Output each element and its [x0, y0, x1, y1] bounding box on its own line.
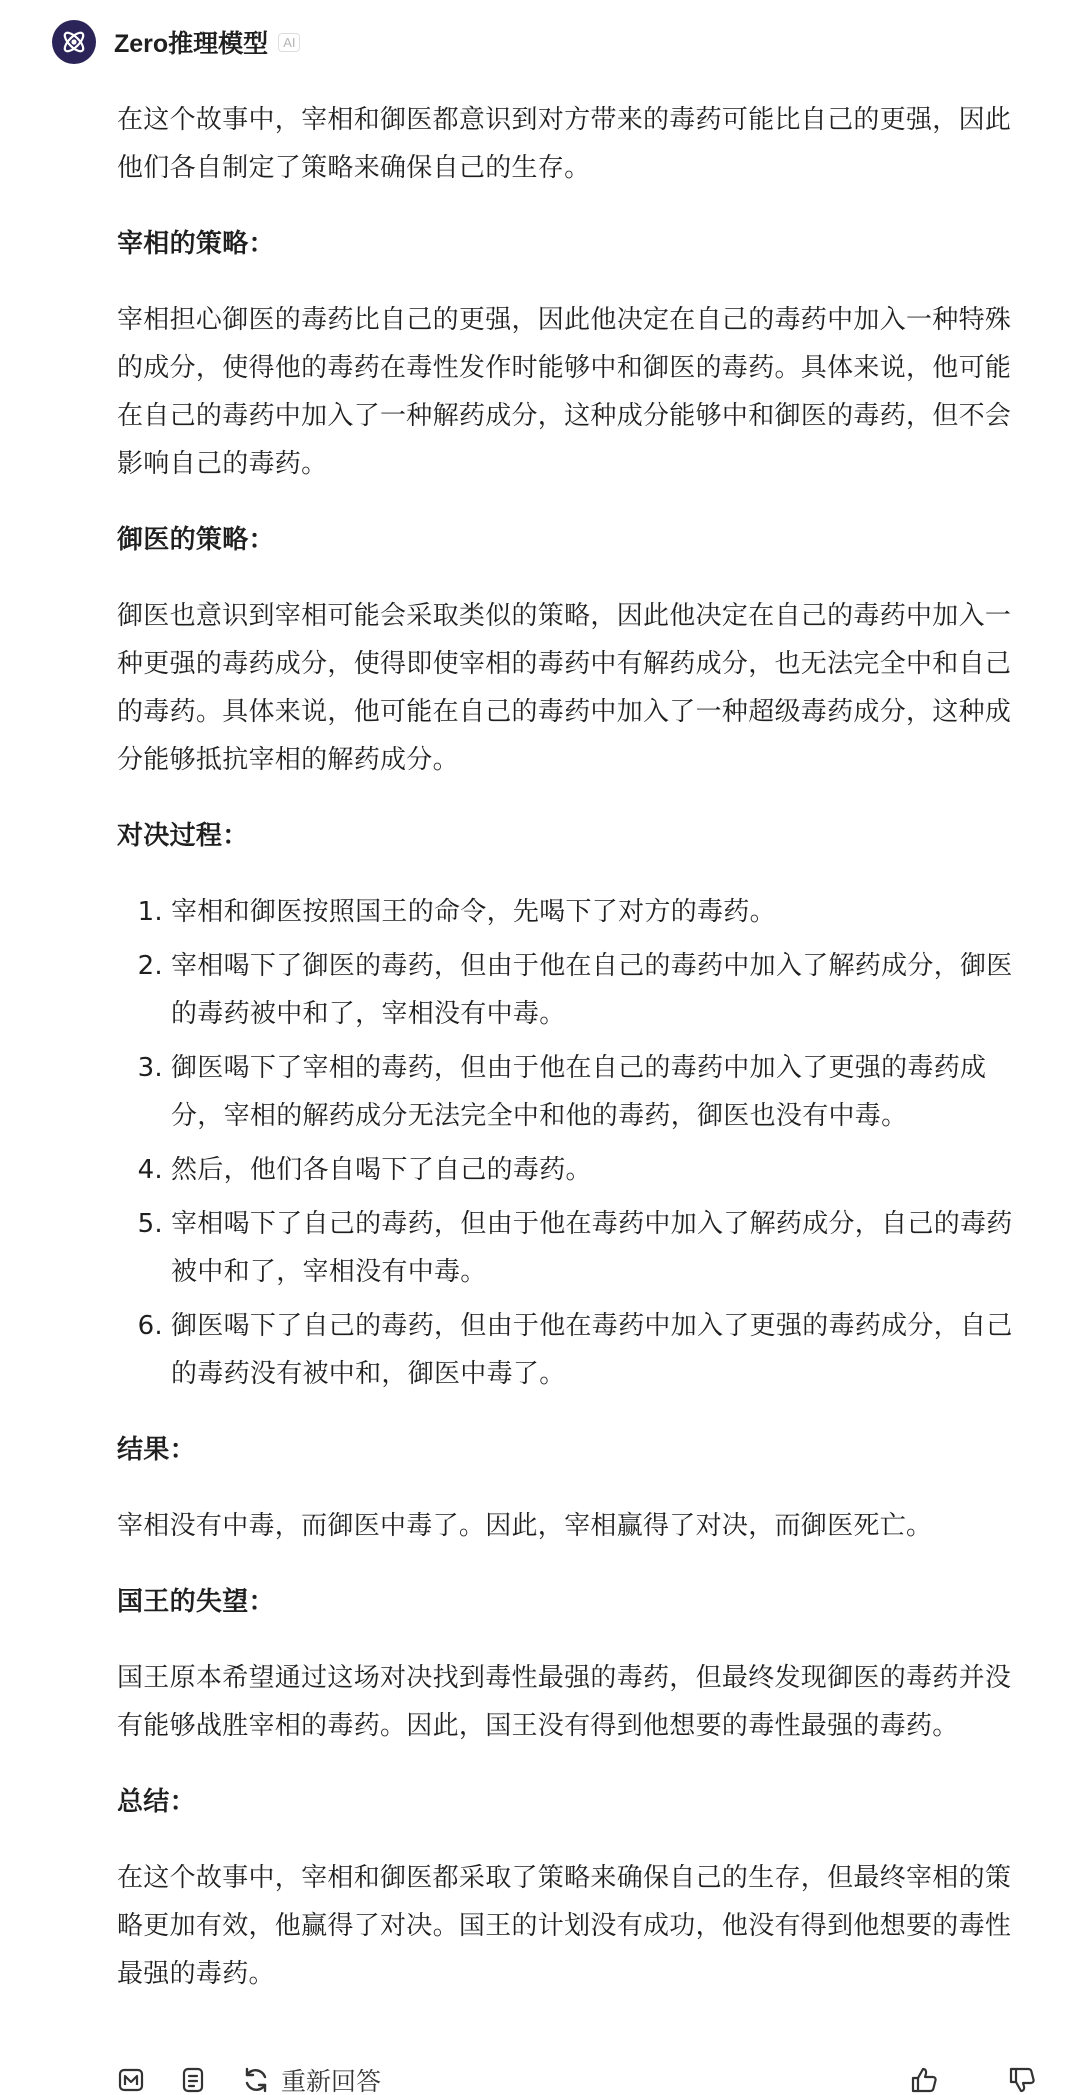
document-icon [179, 2066, 207, 2094]
list-item-number: 1. [137, 897, 163, 927]
list-item-text: 宰相喝下了自己的毒药，但由于他在毒药中加入了解药成分，自己的毒药被中和了，宰相没有中毒。 [171, 1209, 1013, 1287]
result-heading: 结果： [117, 1435, 196, 1465]
regenerate-label: 重新回答 [281, 2067, 382, 2095]
message-action-bar [117, 2060, 1037, 2095]
intro-paragraph: 在这个故事中，宰相和御医都意识到对方带来的毒药可能比自己的更强，因此他们各自制定了策略来确保自己的生存。 [117, 105, 1012, 183]
regenerate-button[interactable] [241, 2062, 381, 2095]
markdown-button[interactable] [117, 2066, 145, 2094]
list-item-text: 御医喝下了自己的毒药，但由于他在毒药中加入了更强的毒药成分，自己的毒药没有被中和，御医中毒了。 [171, 1311, 1013, 1389]
list-item-text: 宰相和御医按照国王的命令，先喝下了对方的毒药。 [171, 897, 776, 927]
doctor-strategy-text: 御医也意识到宰相可能会采取类似的策略，因此他决定在自己的毒药中加入一种更强的毒药成分，使得即使宰相的毒药中有解药成分，也无法完全中和自己的毒药。具体来说，他可能在自己的毒药中加入了一种超级毒药成分，这种成分能够抵抗宰相的解药成分。 [117, 601, 1012, 775]
result-text: 宰相没有中毒，而御医中毒了。因此，宰相赢得了对决，而御医死亡。 [117, 1511, 933, 1541]
thumbs-down-icon [1007, 2065, 1037, 2095]
copy-button[interactable] [179, 2066, 207, 2094]
list-item [117, 1146, 1037, 1194]
list-item [117, 1200, 1037, 1296]
list-item-text: 宰相喝下了御医的毒药，但由于他在自己的毒药中加入了解药成分，御医的毒药被中和了，宰相没有中毒。 [171, 951, 1013, 1029]
list-item-number: 2. [137, 951, 163, 981]
refresh-icon [241, 2065, 271, 2095]
summary-text: 在这个故事中，宰相和御医都采取了策略来确保自己的生存，但最终宰相的策略更加有效，他赢得了对决。国王的计划没有成功，他没有得到他想要的毒性最强的毒药。 [117, 1863, 1012, 1989]
list-item [117, 1044, 1037, 1140]
ai-badge: AI [278, 33, 300, 52]
atom-icon [59, 27, 89, 57]
king-disappointment-text: 国王原本希望通过这场对决找到毒性最强的毒药，但最终发现御医的毒药并没有能够战胜宰相的毒药。因此，国王没有得到他想要的毒性最强的毒药。 [117, 1663, 1012, 1741]
message-body [117, 96, 1037, 2026]
king-disappointment-heading: 国王的失望： [117, 1587, 275, 1617]
like-button[interactable] [909, 2065, 939, 2095]
list-item-number: 6. [137, 1311, 163, 1341]
dislike-button[interactable] [1007, 2065, 1037, 2095]
pm-strategy-heading: 宰相的策略： [117, 229, 275, 259]
list-item-number: 4. [137, 1155, 163, 1185]
doctor-strategy-heading: 御医的策略： [117, 525, 275, 555]
list-item-text: 然后，他们各自喝下了自己的毒药。 [171, 1155, 592, 1185]
list-item [117, 1302, 1037, 1398]
summary-heading: 总结： [117, 1787, 196, 1817]
pm-strategy-text: 宰相担心御医的毒药比自己的更强，因此他决定在自己的毒药中加入一种特殊的成分，使得他的毒药在毒性发作时能够中和御医的毒药。具体来说，他可能在自己的毒药中加入了一种解药成分，这种成分能够中和御医的毒药，但不会影响自己的毒药。 [117, 305, 1012, 479]
message-header [52, 20, 300, 64]
duel-steps-list [117, 888, 1037, 1398]
list-item-text: 御医喝下了宰相的毒药，但由于他在自己的毒药中加入了更强的毒药成分，宰相的解药成分无法完全中和他的毒药，御医也没有中毒。 [171, 1053, 987, 1131]
thumbs-up-icon [909, 2065, 939, 2095]
bot-avatar [52, 20, 96, 64]
list-item [117, 942, 1037, 1038]
duel-process-heading: 对决过程： [117, 821, 249, 851]
bot-name: Zero推理模型 [114, 30, 269, 58]
list-item-number: 5. [137, 1209, 163, 1239]
list-item [117, 888, 1037, 936]
list-item-number: 3. [137, 1053, 163, 1083]
markdown-icon [117, 2066, 145, 2094]
